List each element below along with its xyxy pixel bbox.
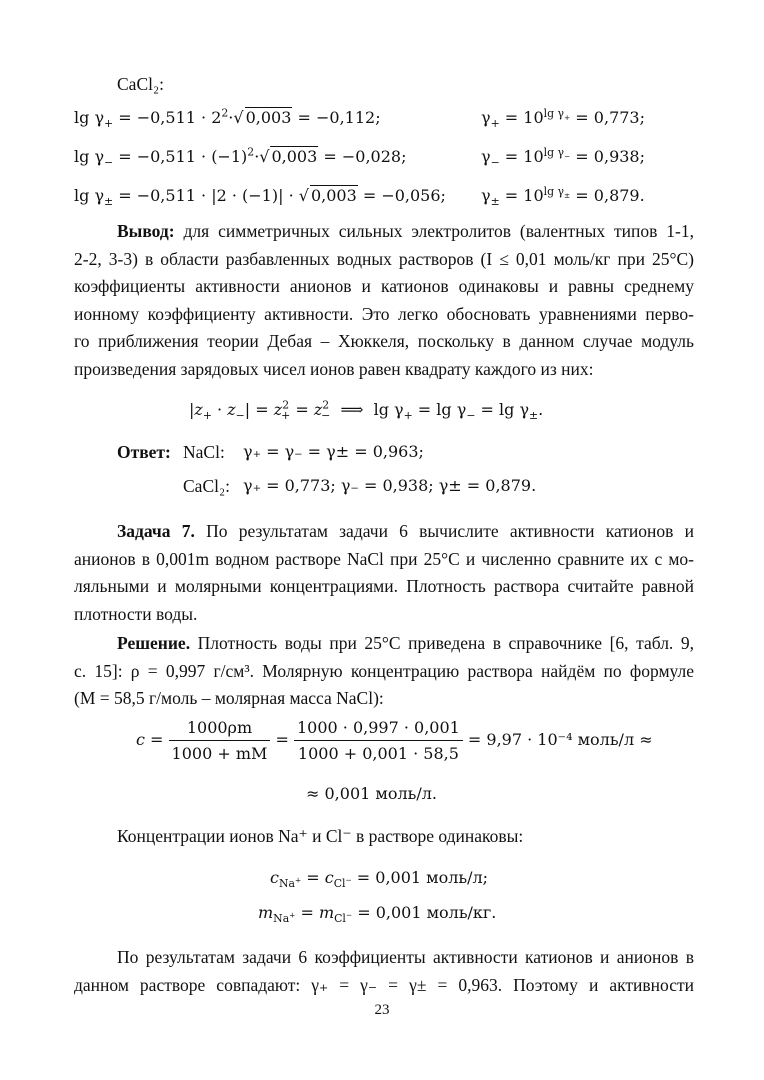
fraction-formula xyxy=(169,718,271,763)
eq-result-continued: ≈ 0,001 моль/л. xyxy=(306,784,437,803)
solution-paragraph xyxy=(74,630,694,713)
concentration-equation: c = $\frac{1000\rho m}{1000 + mM}$ = $\frac{1000 \cdot 0,997 \cdot 0,001}{1000 + 0,001 \cdot 58,5}$ = 9,97 · 10⁻⁴ моль/л ≈ xyxy=(136,718,653,764)
cacl2-label: CaCl₂: xyxy=(117,74,164,94)
eq-result: = 9,97 · 10⁻⁴ моль/л ≈ xyxy=(467,730,653,750)
conclusion-line: ионному коэффициенту активности. Это легко обосновать уравнениями перво- xyxy=(74,303,694,324)
conclusion-line: коэффициенты активности анионов и катионов одинаковы и равны среднему xyxy=(74,276,694,296)
fraction-values xyxy=(294,718,463,763)
formula-row-1-right: $\gamma_+ = 10^{lg \gamma_+} = 0,773$; xyxy=(481,106,645,131)
conclusion-paragraph xyxy=(74,218,694,383)
final-line: данном растворе совпадают: γ₊ = γ₋ = γ± = 0,963. Поэтому и активности xyxy=(74,974,694,995)
ion-molal-concentration: $m_{Na^+} = m_{Cl^-} = 0,001$ моль/кг. xyxy=(258,903,497,926)
fraction-numerator: 1000 · 0,997 · 0,001 xyxy=(294,718,463,741)
ion-molar-concentration: $c_{Na^+} = c_{Cl^-} = 0,001$ моль/л; xyxy=(270,868,489,891)
conclusion-line: произведения зарядовых чисел ионов равен квадрату каждого из них: xyxy=(74,358,594,379)
debye-formula: $|z_+ \cdot z_-| = z^2_+ = z^2_-$ ⟹ $\lg \gamma_+ = \lg \gamma_- = \lg \gamma_\pm$. xyxy=(189,398,544,423)
solution-line: Плотность воды при 25°C приведена в справочнике [6, табл. 9, xyxy=(197,633,695,653)
answer-nacl-values: γ₊ = γ₋ = γ± = 0,963; xyxy=(243,442,424,461)
task7-paragraph xyxy=(74,518,694,628)
conclusion-line: для симметричных сильных электролитов (валентных типов 1-1, xyxy=(183,221,694,241)
conclusion-line: го приближения теории Дебая – Хюккеля, поскольку в данном случае модуль xyxy=(74,331,694,351)
conclusion-heading: Вывод: xyxy=(117,221,175,241)
fraction-denominator: 1000 + mM xyxy=(171,744,268,764)
ions-equal-line: Концентрации ионов Na⁺ и Cl⁻ в растворе одинаковы: xyxy=(117,826,524,846)
task7-line: ляльными и молярными концентрациями. Плотность раствора считайте равной xyxy=(74,576,694,596)
task7-line: По результатам задачи 6 вычислите активности катионов и xyxy=(206,521,695,541)
formula-row-3-left: $\lg \gamma_\pm = -0,511 \cdot |2 \cdot (-1)|$ · √ 0,003 = −0,056; xyxy=(74,186,446,209)
task7-line: анионов в 0,001m водном растворе NaCl при 25°C и численно сравните их с мо- xyxy=(74,548,694,569)
answer-heading: Ответ: xyxy=(117,442,171,462)
formula-row-3-right: $\gamma_\pm = 10^{lg \gamma_\pm} = 0,879$. xyxy=(481,184,645,209)
answer-nacl-label: NaCl: xyxy=(183,442,225,462)
answer-cacl2-values: γ₊ = 0,773; γ₋ = 0,938; γ± = 0,879. xyxy=(243,476,537,495)
final-paragraph xyxy=(74,944,694,999)
formula-row-1-left: $\lg \gamma_+ = -0,511 \cdot 2^2\cdot√$ 0,003 = −0,112; xyxy=(74,106,381,131)
answer-cacl2-label: CaCl₂: xyxy=(183,476,230,496)
solution-line: (M = 58,5 г/моль – молярная масса NaCl): xyxy=(74,688,384,708)
page-number: 23 xyxy=(374,1002,390,1018)
task7-line: плотности воды. xyxy=(74,603,198,624)
task7-heading: Задача 7. xyxy=(117,521,195,541)
fraction-denominator: 1000 + 0,001 · 58,5 xyxy=(297,744,459,764)
eq-lhs: c = xyxy=(136,730,164,750)
solution-line: с. 15]: ρ = 0,997 г/см³. Молярную концентрацию раствора найдём по формуле xyxy=(74,660,694,681)
conclusion-line: 2-2, 3-3) в области разбавленных водных растворов (I ≤ 0,01 моль/кг при 25°C) xyxy=(74,248,694,269)
final-line: По результатам задачи 6 коэффициенты активности катионов и анионов в xyxy=(117,947,694,967)
formula-row-2-left: $\lg \gamma_- = -0,511 \cdot (-1)^2\cdot√$ 0,003 = −0,028; xyxy=(74,145,407,170)
formula-row-2-right: $\gamma_- = 10^{lg \gamma_-} = 0,938$; xyxy=(481,145,645,170)
fraction-numerator: 1000ρm xyxy=(169,718,271,741)
solution-heading: Решение. xyxy=(117,633,191,653)
